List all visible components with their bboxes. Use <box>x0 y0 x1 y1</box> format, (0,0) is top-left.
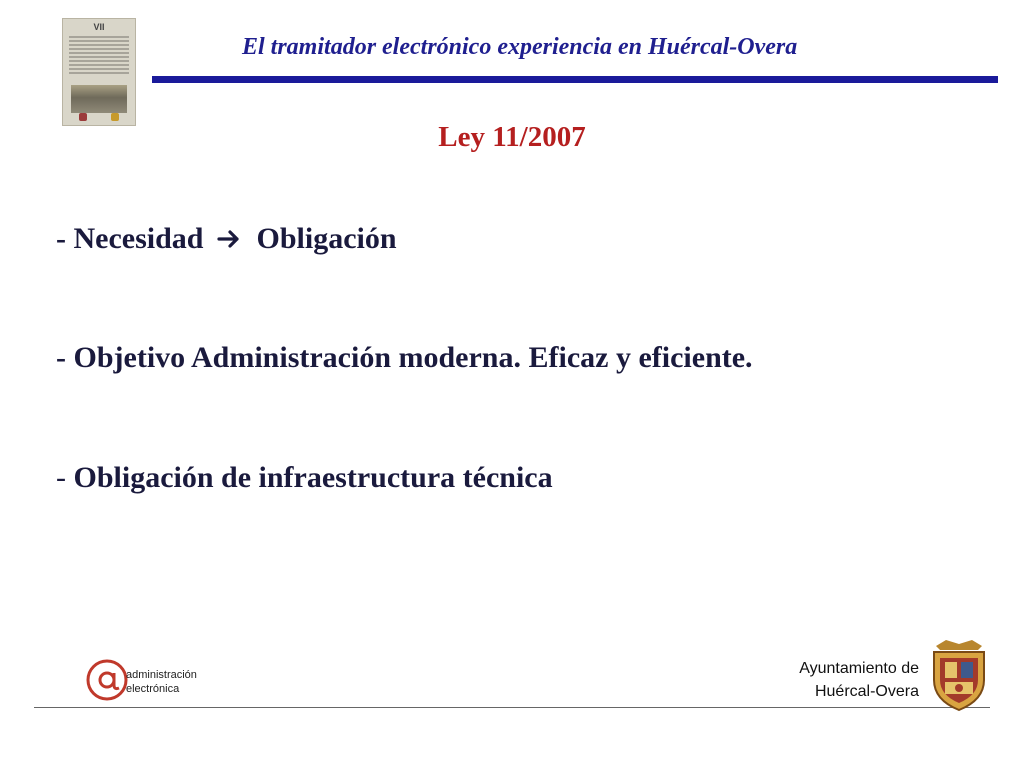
ayuntamiento-label <box>799 657 919 703</box>
at-sign-logo <box>86 659 128 701</box>
bullet-objetivo <box>56 341 753 375</box>
header-title: El tramitador electrónico experiencia en Huércal-Overa <box>242 34 798 60</box>
ayuntamiento-line1: Ayuntamiento de <box>799 660 919 677</box>
bullet-text: Necesidad <box>73 222 204 255</box>
administracion-electronica-logo <box>86 659 256 705</box>
logo-text-line1: administración <box>126 669 197 681</box>
thumbnail-seal-right <box>111 113 119 121</box>
bullet-text: Obligación de infraestructura técnica <box>73 461 553 494</box>
bullet-dash: - <box>56 222 66 255</box>
coat-of-arms-icon <box>928 638 990 712</box>
right-arrow-icon <box>217 229 243 249</box>
slide-heading: Ley 11/2007 <box>438 121 586 153</box>
bullet-text-obligacion: Obligación <box>256 222 397 255</box>
thumbnail-street-photo <box>71 85 127 113</box>
bullet-dash: - <box>56 341 66 374</box>
logo-text-line2: electrónica <box>126 683 180 695</box>
bullet-necesidad <box>56 222 397 256</box>
bullet-text: Objetivo Administración moderna. Eficaz y eficiente. <box>73 341 753 374</box>
thumbnail-text-lines <box>69 34 129 76</box>
footer-rule <box>34 707 990 708</box>
conference-poster-thumbnail <box>62 18 136 126</box>
thumbnail-roman-numeral: VII <box>93 22 105 32</box>
header-rule <box>152 76 998 83</box>
bullet-infraestructura <box>56 461 553 495</box>
ayuntamiento-line2: Huércal-Overa <box>814 683 919 700</box>
thumbnail-seal-left <box>79 113 87 121</box>
bullet-dash: - <box>56 461 66 494</box>
